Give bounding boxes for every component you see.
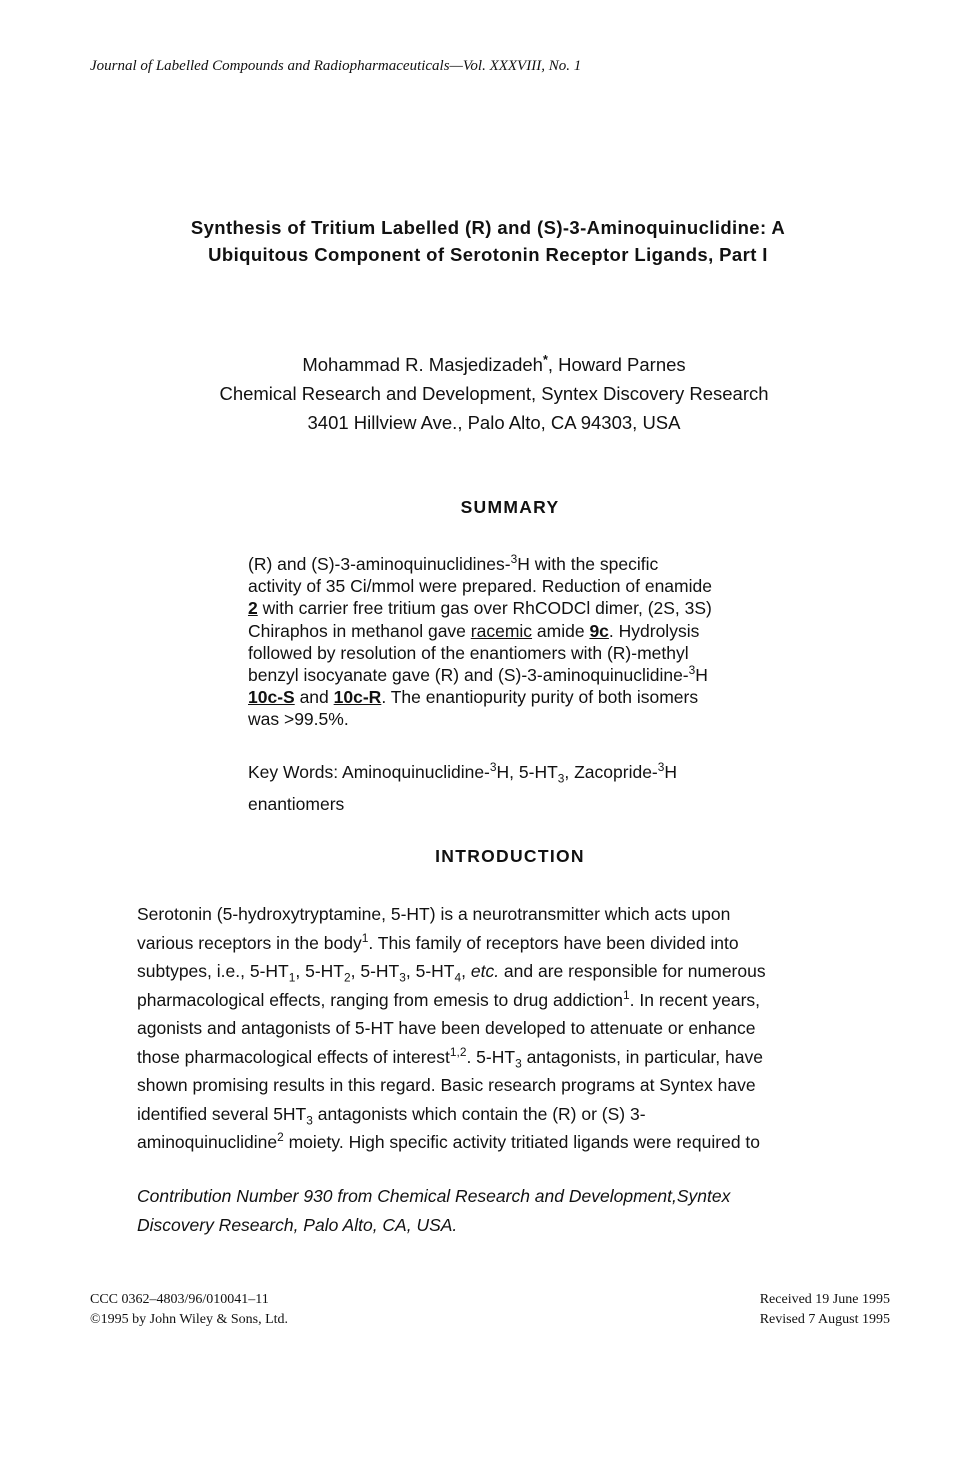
summary-line: 2 with carrier free tritium gas over RhCODCl dimer, (2S, 3S) xyxy=(248,598,712,619)
keywords-line: enantiomers xyxy=(248,794,345,814)
introduction-heading: INTRODUCTION xyxy=(435,846,585,866)
intro-line: agonists and antagonists of 5-HT have been developed to attenuate or enhance xyxy=(137,1018,756,1038)
journal-header: Journal of Labelled Compounds and Radiopharmaceuticals—Vol. XXXVIII, No. 1 xyxy=(90,58,582,74)
revised-date: Revised 7 August 1995 xyxy=(759,1312,890,1327)
author-name-2: , Howard Parnes xyxy=(547,354,686,375)
title-line-1: Synthesis of Tritium Labelled (R) and (S)-3-Aminoquinuclidine: A xyxy=(190,217,786,238)
summary-line: followed by resolution of the enantiomers with (R)-methyl xyxy=(248,642,689,663)
intro-line: those pharmacological effects of interest$^{1,2}$. $5-HT_3$ antagonists, in particular, have xyxy=(137,1044,763,1070)
summary-line: 10c-S and 10c-R. The enantiopurity purity of both isomers xyxy=(248,687,699,708)
intro-line: pharmacological effects, ranging from emesis to drug addiction$^1$. In recent years, xyxy=(137,987,761,1010)
summary-text xyxy=(248,553,808,731)
compound-ref: 2 xyxy=(248,598,258,619)
introduction-text xyxy=(137,900,766,1157)
summary-line: benzyl isocyanate gave (R) and (S)-3-aminoquinuclidine-$^3$H xyxy=(248,663,708,686)
intro-line: subtypes, i.e., $5-HT_1$, $5-HT_2$, $5-HT_3$, $5-HT_4$, etc. and are responsible for numerous xyxy=(137,961,766,985)
affiliation: Chemical Research and Development, Syntex Discovery Research xyxy=(219,383,769,404)
key-words xyxy=(248,756,677,820)
summary-line: activity of 35 Ci/mmol were prepared. Reduction of enamide xyxy=(248,576,712,597)
contribution-note xyxy=(137,1182,730,1240)
summary-line: Chiraphos in methanol gave racemic amide 9c. Hydrolysis xyxy=(248,620,700,641)
contribution-line: Discovery Research, Palo Alto, CA, USA. xyxy=(137,1215,458,1235)
intro-line: various receptors in the body$^1$. This family of receptors have been divided into xyxy=(137,930,739,953)
compound-ref: 10c-R xyxy=(333,687,382,708)
summary-heading: SUMMARY xyxy=(460,497,560,517)
copyright: ©1995 by John Wiley & Sons, Ltd. xyxy=(90,1312,289,1327)
address: 3401 Hillview Ave., Palo Alto, CA 94303, USA xyxy=(307,412,681,433)
keywords-line: Key Words: Aminoquinuclidine-$^3$H, $5-HT_3$, Zacopride-$^3$H xyxy=(248,760,678,786)
racemic-emphasis: racemic xyxy=(470,620,533,641)
compound-ref: 10c-S xyxy=(248,687,295,708)
article-title xyxy=(100,214,876,268)
intro-line: shown promising results in this regard. Basic research programs at Syntex have xyxy=(137,1075,756,1095)
intro-line: identified several $5HT_3$ antagonists which contain the (R) or (S) 3- xyxy=(137,1103,646,1127)
author-name-1: Mohammad R. Masjedizadeh xyxy=(302,354,543,375)
footer-right xyxy=(760,1290,890,1330)
compound-ref: 9c xyxy=(589,620,609,641)
footer-left xyxy=(90,1290,288,1330)
intro-line: aminoquinuclidine$^2$ moiety. High specific activity tritiated ligands were required to xyxy=(137,1130,761,1152)
ccc-code: CCC 0362–4803/96/010041–11 xyxy=(90,1292,269,1307)
received-date: Received 19 June 1995 xyxy=(759,1292,890,1307)
summary-line: (R) and (S)-3-aminoquinuclidines-$^3$H with the specific xyxy=(248,552,659,574)
author-line xyxy=(100,350,888,379)
author-block xyxy=(100,350,888,437)
title-line-2: Ubiquitous Component of Serotonin Receptor Ligands, Part I xyxy=(208,244,768,265)
contribution-line: Contribution Number 930 from Chemical Research and Development,Syntex xyxy=(137,1186,731,1206)
intro-line: Serotonin (5-hydroxytryptamine, 5-HT) is a neurotransmitter which acts upon xyxy=(137,904,731,924)
corresponding-author-mark: * xyxy=(542,352,548,367)
summary-line: was >99.5%. xyxy=(248,709,349,730)
